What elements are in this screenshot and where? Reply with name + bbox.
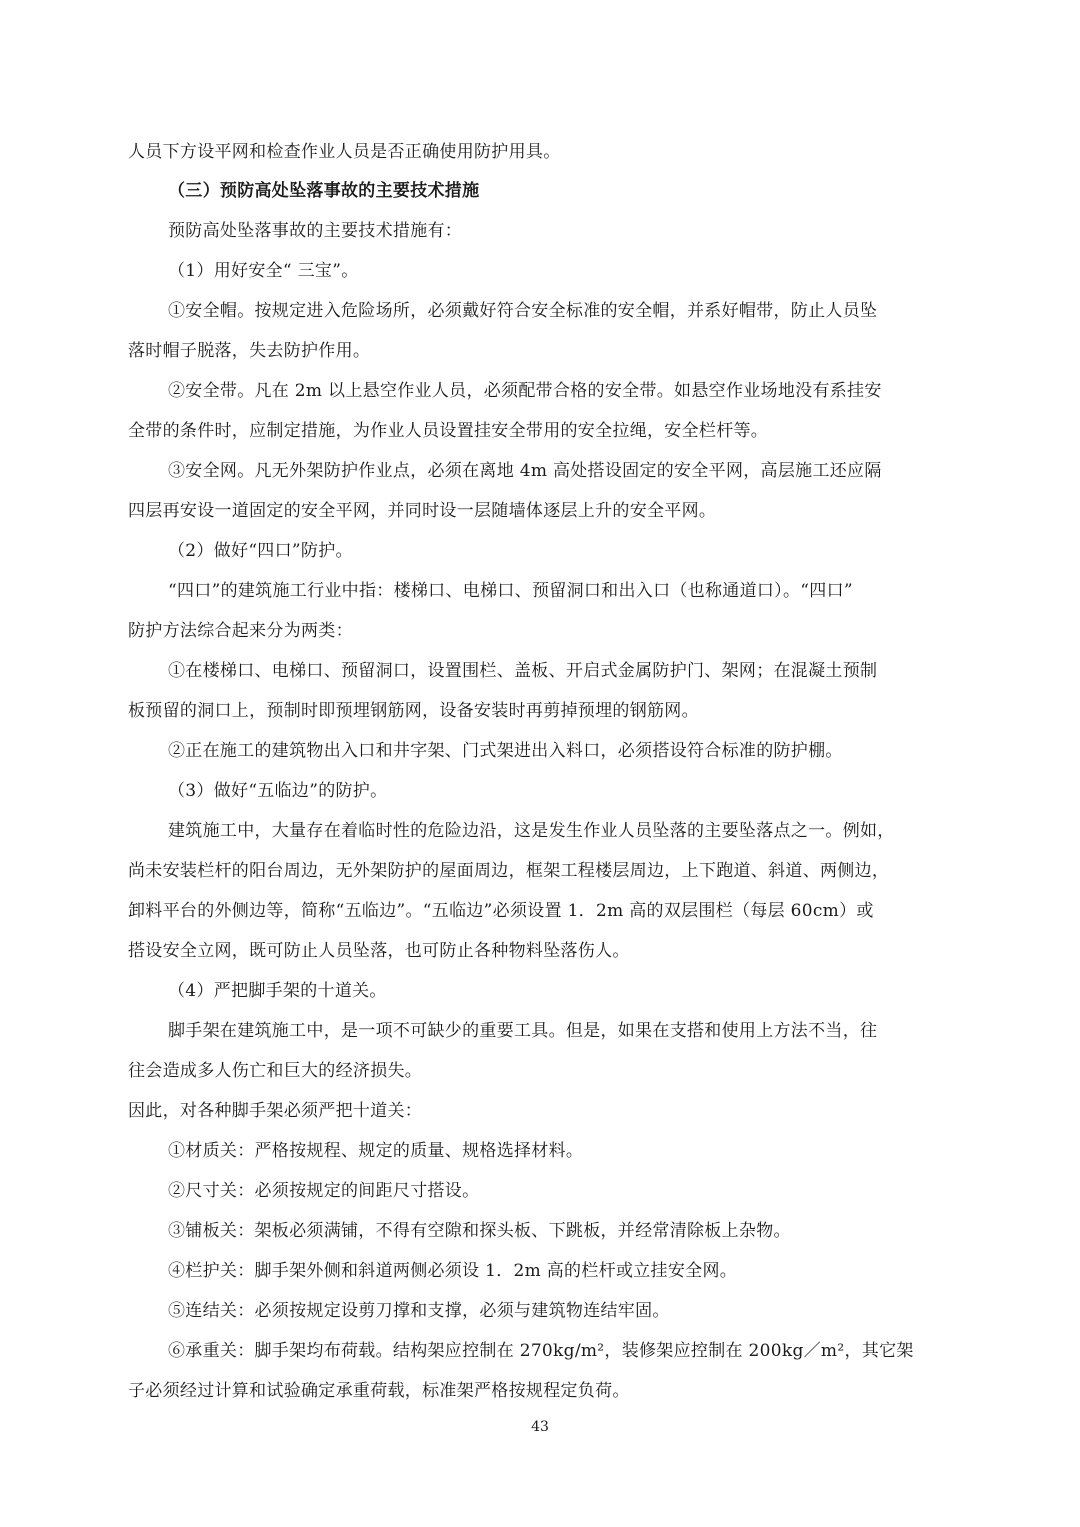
paragraph-line: 脚手架在建筑施工中，是一项不可缺少的重要工具。但是，如果在支搭和使用上方法不当，往 (168, 1021, 878, 1041)
paragraph-line: 往会造成多人伤亡和巨大的经济损失。 (128, 1061, 423, 1081)
list-item: ①材质关：严格按规程、规定的质量、规格选择材料。 (168, 1141, 584, 1161)
paragraph-line: 建筑施工中，大量存在着临时性的危险边沿，这是发生作业人员坠落的主要坠落点之一。例如， (168, 821, 895, 841)
paragraph-line: ②安全带。凡在 2m 以上悬空作业人员，必须配带合格的安全带。如悬空作业场地没有系挂安 (168, 381, 882, 401)
paragraph-line: 因此，对各种脚手架必须严把十道关： (128, 1101, 423, 1121)
page-number: 43 (531, 1419, 549, 1435)
paragraph-line: 四层再安设一道固定的安全平网，并同时设一层随墙体逐层上升的安全平网。 (128, 501, 717, 521)
list-item: ③铺板关：架板必须满铺，不得有空隙和探头板、下跳板，并经常清除板上杂物。 (168, 1221, 791, 1241)
paragraph-line: ③安全网。凡无外架防护作业点，必须在离地 4m 高处搭设固定的安全平网，高层施工还应隔 (168, 461, 882, 481)
subheading: （4）严把脚手架的十道关。 (168, 981, 387, 1001)
list-item: ④栏护关：脚手架外侧和斜道两侧必须设 1．2m 高的栏杆或立挂安全网。 (168, 1261, 738, 1281)
paragraph-line: 全带的条件时，应制定措施，为作业人员设置挂安全带用的安全拉绳，安全栏杆等。 (128, 421, 769, 441)
paragraph-line: 预防高处坠落事故的主要技术措施有： (168, 221, 463, 241)
paragraph-line: 尚未安装栏杆的阳台周边，无外架防护的屋面周边，框架工程楼层周边，上下跑道、斜道、两侧边， (128, 861, 890, 881)
subheading: （3）做好“五临边”的防护。 (168, 781, 388, 801)
paragraph-line: 搭设安全立网，既可防止人员坠落，也可防止各种物料坠落伤人。 (128, 941, 630, 961)
subheading: （2）做好“四口”防护。 (168, 541, 353, 561)
paragraph-line: “四口”的建筑施工行业中指：楼梯口、电梯口、预留洞口和出入口（也称通道口）。“四口” (168, 581, 853, 601)
paragraph-line: 子必须经过计算和试验确定承重荷载，标准架严格按规程定负荷。 (128, 1381, 630, 1401)
paragraph-line: ①安全帽。按规定进入危险场所，必须戴好符合安全标准的安全帽，并系好帽带，防止人员坠 (168, 301, 878, 321)
list-item: ⑥承重关：脚手架均布荷载。结构架应控制在 270kg/m²，装修架应控制在 200kg／m²，其它架 (168, 1341, 914, 1361)
paragraph-line: 防护方法综合起来分为两类： (128, 621, 353, 641)
list-item: ②尺寸关：必须按规定的间距尺寸搭设。 (168, 1181, 480, 1201)
paragraph-line: 卸料平台的外侧边等，简称“五临边”。“五临边”必须设置 1．2m 高的双层围栏（每层 60cm）或 (128, 901, 874, 921)
paragraph-line: 板预留的洞口上，预制时即预埋钢筋网，设备安装时再剪掉预埋的钢筋网。 (128, 701, 699, 721)
paragraph-line: ②正在施工的建筑物出入口和井字架、门式架进出入料口，必须搭设符合标准的防护棚。 (168, 741, 843, 761)
paragraph-line: 人员下方设平网和检查作业人员是否正确使用防护用具。 (128, 142, 561, 162)
subheading: （1）用好安全“ 三宝”。 (168, 261, 359, 281)
section-heading: （三）预防高处坠落事故的主要技术措施 (168, 181, 480, 201)
paragraph-line: ①在楼梯口、电梯口、预留洞口，设置围栏、盖板、开启式金属防护门、架网；在混凝土预制 (168, 661, 878, 681)
list-item: ⑤连结关：必须按规定设剪刀撑和支撑，必须与建筑物连结牢固。 (168, 1301, 670, 1321)
paragraph-line: 落时帽子脱落，失去防护作用。 (128, 341, 371, 361)
